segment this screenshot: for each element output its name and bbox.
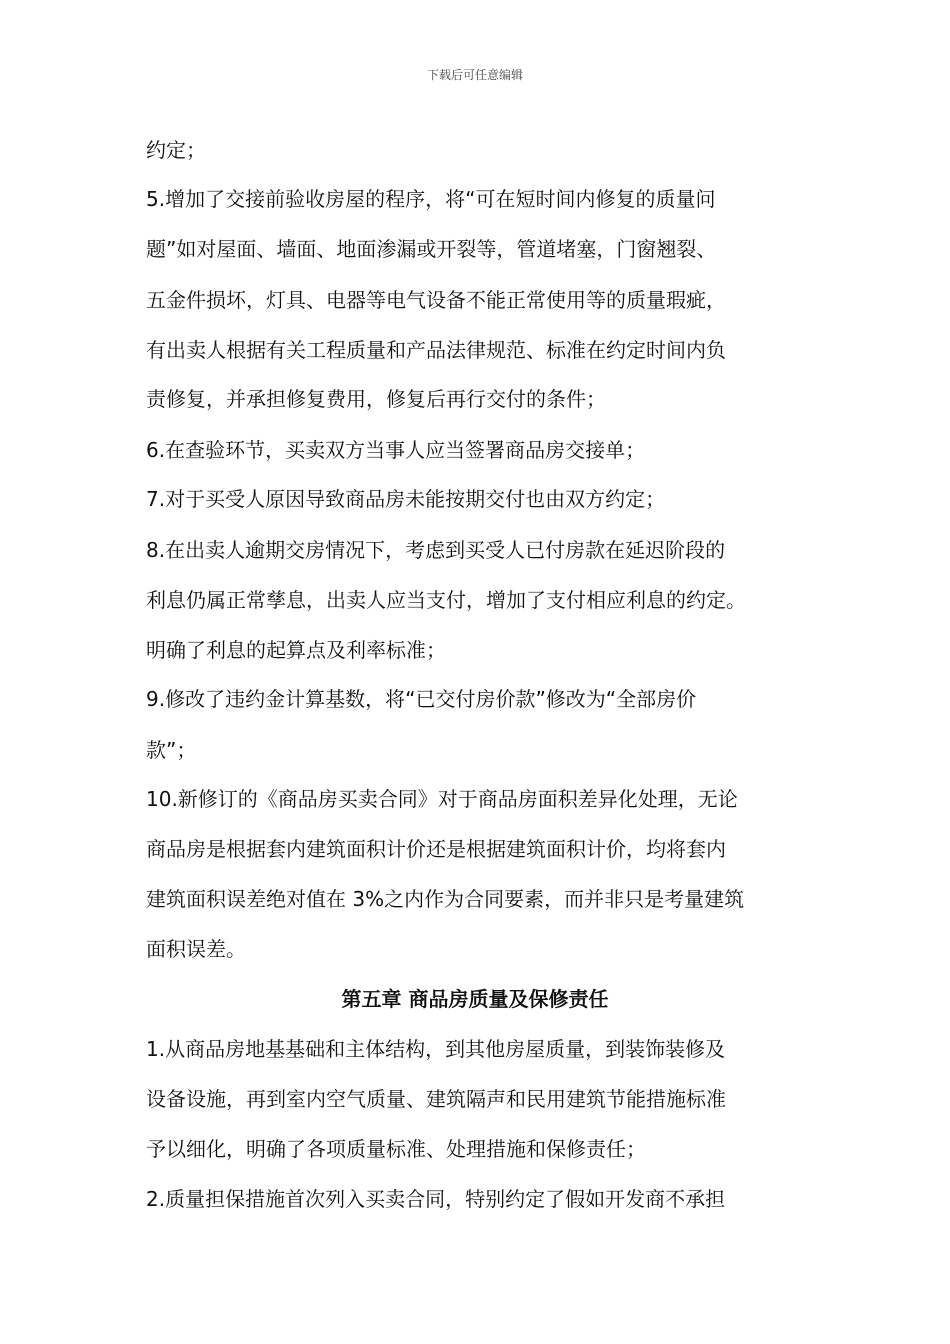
paragraph-line: 商品房是根据套内建筑面积计价还是根据建筑面积计价，均将套内 — [146, 837, 726, 861]
paragraph-line: 面积误差。 — [146, 937, 246, 961]
paragraph-line: 建筑面积误差绝对值在 3%之内作为合同要素，而并非只是考量建筑 — [146, 887, 745, 911]
paragraph-line: 6.在查验环节，买卖双方当事人应当签署商品房交接单； — [146, 438, 646, 462]
paragraph-line: 予以细化，明确了各项质量标准、处理措施和保修责任； — [146, 1137, 646, 1161]
paragraph-line: 五金件损坏，灯具、电器等电气设备不能正常使用等的质量瑕疵， — [146, 288, 726, 312]
paragraph-line: 明确了利息的起算点及利率标准； — [146, 638, 446, 662]
paragraph-line: 有出卖人根据有关工程质量和产品法律规范、标准在约定时间内负 — [146, 338, 726, 362]
paragraph-line: 题”如对屋面、墙面、地面渗漏或开裂等，管道堵塞，门窗翘裂、 — [146, 237, 717, 261]
paragraph-line: 8.在出卖人逾期交房情况下，考虑到买受人已付房款在延迟阶段的 — [146, 538, 726, 562]
paragraph-line: 10.新修订的《商品房买卖合同》对于商品房面积差异化处理，无论 — [146, 787, 738, 811]
paragraph-line: 责修复，并承担修复费用，修复后再行交付的条件； — [146, 387, 606, 411]
page-header: 下载后可任意编辑 — [426, 68, 523, 82]
paragraph-line: 5.增加了交接前验收房屋的程序，将“可在短时间内修复的质量问 — [146, 187, 716, 211]
paragraph-line: 设备设施，再到室内空气质量、建筑隔声和民用建筑节能措施标准 — [146, 1087, 726, 1111]
paragraph-line: 款”； — [146, 738, 197, 762]
paragraph-line: 7.对于买受人原因导致商品房未能按期交付也由双方约定； — [146, 487, 666, 511]
paragraph-line: 利息仍属正常孳息，出卖人应当支付，增加了支付相应利息的约定。 — [146, 588, 746, 612]
chapter-heading: 第五章 商品房质量及保修责任 — [341, 987, 609, 1011]
paragraph-line: 1.从商品房地基基础和主体结构，到其他房屋质量，到装饰装修及 — [146, 1037, 726, 1061]
paragraph-line: 约定； — [146, 138, 206, 162]
paragraph-line: 2.质量担保措施首次列入买卖合同，特别约定了假如开发商不承担 — [146, 1187, 726, 1211]
paragraph-line: 9.修改了违约金计算基数，将“已交付房价款”修改为“全部房价 — [146, 687, 697, 711]
